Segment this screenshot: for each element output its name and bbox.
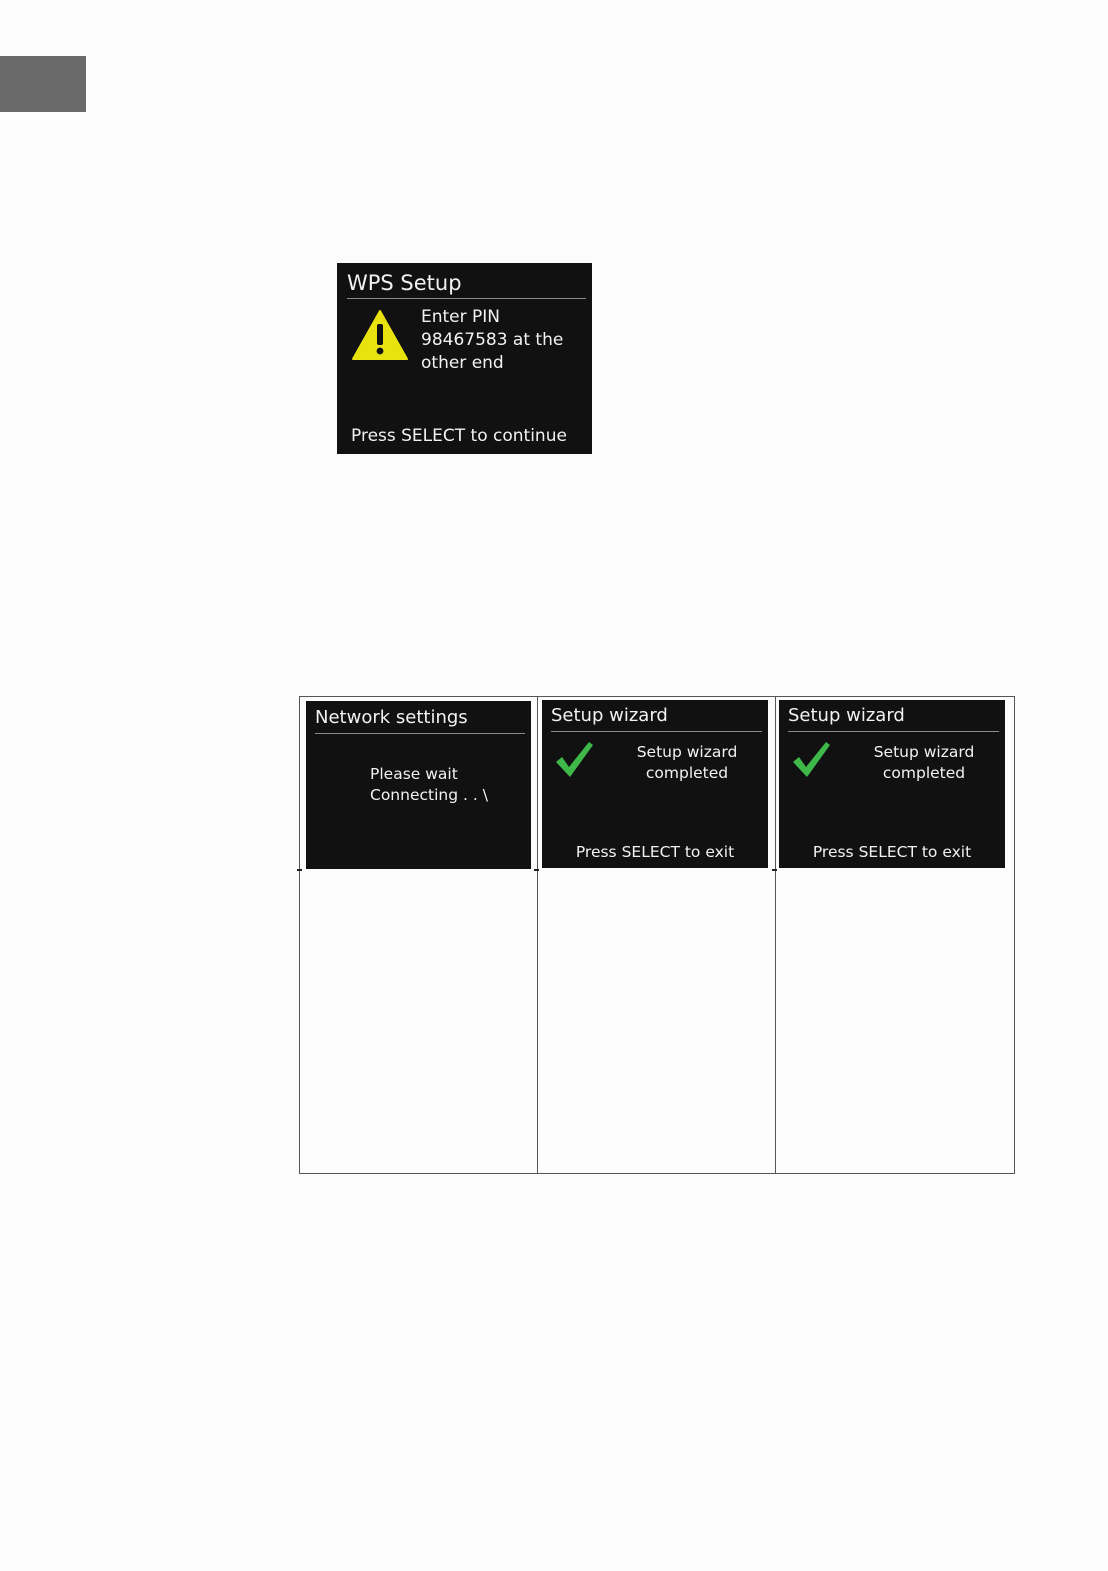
setup-wizard-screen	[779, 700, 1005, 868]
setup-wizard-screen	[542, 700, 768, 868]
completed-message: Setup wizard completed	[873, 743, 975, 782]
checkmark-icon	[554, 740, 594, 780]
screen-title: Setup wizard	[788, 701, 999, 732]
pin-message: Enter PIN 98467583 at the other end	[421, 307, 564, 373]
table-tick	[534, 869, 539, 871]
wps-setup-screen	[337, 263, 592, 454]
screen-title: Setup wizard	[551, 701, 762, 732]
connecting-message: Please wait Connecting . . \	[370, 765, 488, 804]
checkmark-icon	[791, 740, 831, 780]
table-divider	[775, 697, 776, 1173]
screen-title: WPS Setup	[347, 268, 586, 299]
warning-icon	[351, 309, 409, 361]
select-continue-prompt: Press SELECT to continue	[351, 426, 567, 446]
table-tick	[772, 869, 777, 871]
page-tab-marker	[0, 56, 86, 112]
screen-title: Network settings	[315, 703, 525, 734]
completed-message: Setup wizard completed	[636, 743, 738, 782]
table-divider	[537, 697, 538, 1173]
select-exit-prompt: Press SELECT to exit	[812, 843, 972, 861]
network-settings-screen	[306, 701, 531, 869]
table-tick	[297, 869, 302, 871]
select-exit-prompt: Press SELECT to exit	[575, 843, 735, 861]
